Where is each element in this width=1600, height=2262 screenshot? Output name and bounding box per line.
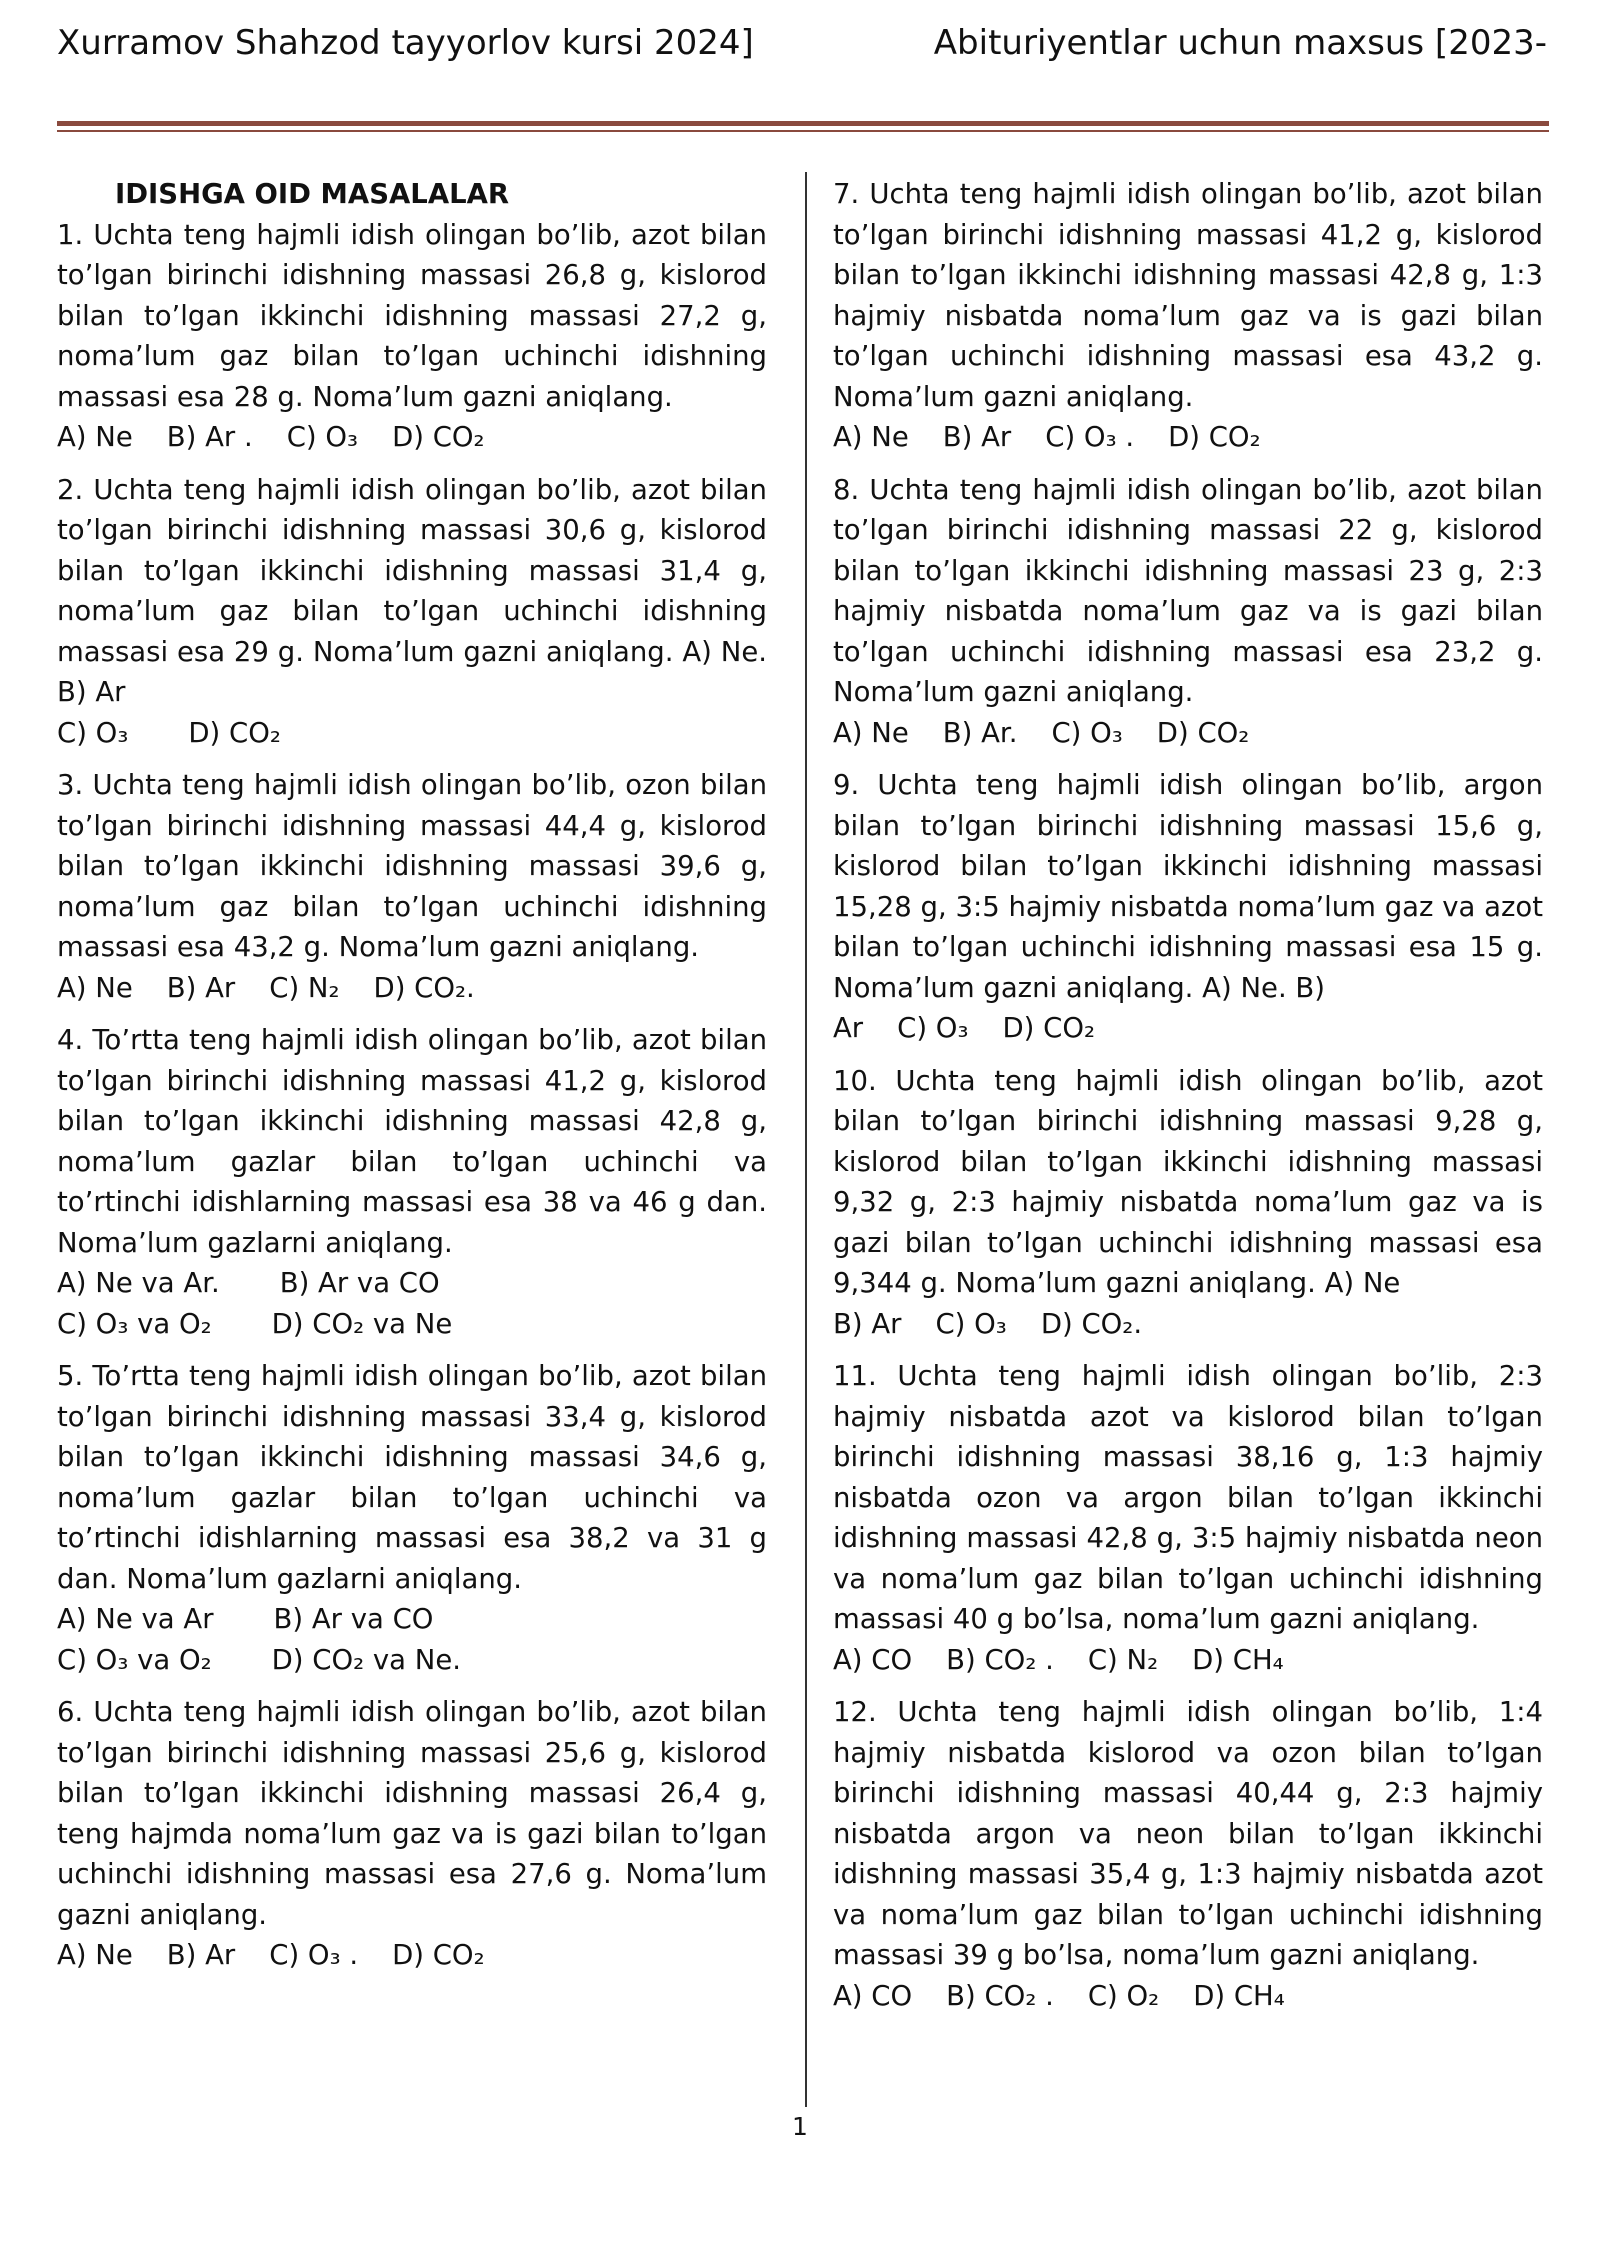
problem-text: 7. Uchta teng hajmli idish olingan bo’lib, azot bilan to’lgan birinchi idishning massasi 41,2 g, kislorod bilan to’lgan ikkinchi idishning massasi 42,8 g, 1:3 hajmiy nisbatda noma’lum gaz va is gazi bilan to’lgan uchinchi idishning massasi esa 43,2 g. Noma’lum gazni aniqlang. [833,178,1543,413]
problem-8 [833,470,1543,754]
problem-1 [57,215,767,458]
answer-option: C) O₃ va O₂ [57,1643,212,1676]
answer-option: A) Ne [833,421,909,453]
problem-7 [833,174,1543,458]
answer-options [833,1008,1543,1049]
answer-option: B) Ar va CO [279,1267,440,1299]
left-column [57,174,767,1988]
page-number: 1 [792,2112,808,2141]
problem-3 [57,765,767,1008]
header-rule-thin [57,130,1549,132]
answer-options [57,1935,767,1976]
answer-option: C) O₃ . [1045,421,1135,453]
problem-text: 5. To’rtta teng hajmli idish olingan bo’lib, azot bilan to’lgan birinchi idishning massasi 33,4 g, kislorod bilan to’lgan ikkinchi idishning massasi 34,6 g, noma’lum gazlar bilan to’lgan uchinchi va to’rtinchi idishlarning massasi esa 38,2 va 31 g dan. Noma’lum gazlarni aniqlang. [57,1360,767,1595]
answer-option: C) O₃ . [269,1939,359,1971]
answer-option: B) Ar va CO [273,1603,434,1635]
answer-option: D) CH₄ [1192,1643,1284,1676]
problem-text: 11. Uchta teng hajmli idish olingan bo’lib, 2:3 hajmiy nisbatda azot va kislorod bilan to’lgan birinchi idishning massasi 38,16 g, 1:3 hajmiy nisbatda ozon va argon bilan to’lgan ikkinchi idishning massasi 42,8 g, 3:5 hajmiy nisbatda neon va noma’lum gaz bilan to’lgan uchinchi idishning massasi 40 g bo’lsa, noma’lum gazni aniqlang. [833,1360,1543,1635]
problem-text: 4. To’rtta teng hajmli idish olingan bo’lib, azot bilan to’lgan birinchi idishning massasi 41,2 g, kislorod bilan to’lgan ikkinchi idishning massasi 42,8 g, noma’lum gazlar bilan to’lgan uchinchi va to’rtinchi idishlarning massasi esa 38 va 46 g dan. Noma’lum gazlarni aniqlang. [57,1024,767,1259]
answer-option: D) CO₂ [1168,421,1261,453]
problem-text: 6. Uchta teng hajmli idish olingan bo’lib, azot bilan to’lgan birinchi idishning massasi 25,6 g, kislorod bilan to’lgan ikkinchi idishning massasi 26,4 g, teng hajmda noma’lum gaz va is gazi bilan to’lgan uchinchi idishning massasi esa 27,6 g. Noma’lum gazni aniqlang. [57,1696,767,1931]
answer-options [57,1304,767,1345]
answer-option: Ar [833,1012,864,1044]
answer-option: A) Ne [57,421,133,453]
answer-option: B) Ar [942,421,1012,453]
answer-option: C) O₃ [935,1307,1007,1340]
problem-text: 1. Uchta teng hajmli idish olingan bo’lib, azot bilan to’lgan birinchi idishning massasi 26,8 g, kislorod bilan to’lgan ikkinchi idishning massasi 27,2 g, noma’lum gaz bilan to’lgan uchinchi idishning massasi esa 28 g. Noma’lum gazni aniqlang. [57,218,767,413]
answer-option: B) CO₂ . [946,1643,1054,1676]
answer-option: C) O₃ va O₂ [57,1307,212,1340]
problem-text: 9. Uchta teng hajmli idish olingan bo’lib, argon bilan to’lgan birinchi idishning massasi 15,6 g, kislorod bilan to’lgan ikkinchi idishning massasi 15,28 g, 3:5 hajmiy nisbatda noma’lum gaz va azot bilan to’lgan uchinchi idishning massasi esa 15 g. Noma’lum gazni aniqlang. A) Ne. B) [833,769,1543,1004]
problem-10 [833,1061,1543,1345]
problem-9 [833,765,1543,1049]
problem-text: 3. Uchta teng hajmli idish olingan bo’lib, ozon bilan to’lgan birinchi idishning massasi 44,4 g, kislorod bilan to’lgan ikkinchi idishning massasi 39,6 g, noma’lum gaz bilan to’lgan uchinchi idishning massasi esa 43,2 g. Noma’lum gazni aniqlang. [57,769,767,963]
answer-option: D) CO₂ [1002,1012,1095,1044]
answer-option: D) CO₂ [392,421,485,453]
answer-option: C) O₃ [286,421,359,453]
answer-option: D) CO₂ [392,1939,485,1971]
problem-5 [57,1356,767,1680]
answer-option: B) Ar. [942,716,1018,749]
answer-option: A) CO [833,1979,913,2012]
answer-options [833,1304,1543,1345]
answer-option: C) O₂ [1087,1979,1160,2012]
answer-option: D) CH₄ [1193,1979,1285,2012]
header-rule-thick [57,121,1549,126]
answer-option: A) Ne va Ar [57,1603,214,1635]
answer-option: A) Ne va Ar. [57,1267,220,1299]
answer-option: A) CO [833,1643,913,1676]
section-title: IDISHGA OID MASALALAR [115,178,510,210]
answer-options [833,1976,1543,2017]
answer-option: D) CO₂. [1040,1307,1143,1340]
column-divider [805,172,807,2107]
answer-option: C) O₃ [897,1012,969,1044]
answer-option: B) CO₂ . [946,1979,1054,2012]
answer-option: B) Ar [833,1307,902,1340]
page-header [57,18,1547,113]
answer-option: D) CO₂ [1156,716,1250,749]
problem-11 [833,1356,1543,1680]
header-left-text: Xurramov Shahzod tayyorlov kursi 2024] [57,23,754,63]
answer-options [57,1599,767,1640]
problem-12 [833,1692,1543,2016]
answer-option: C) N₂ [1087,1643,1159,1676]
answer-options [833,417,1543,458]
answer-option: D) CO₂ va Ne [271,1307,453,1340]
header-right-text: Abituriyentlar uchun maxsus [2023- [933,23,1547,63]
problem-text: 8. Uchta teng hajmli idish olingan bo’lib, azot bilan to’lgan birinchi idishning massasi 22 g, kislorod bilan to’lgan ikkinchi idishning massasi 23 g, 2:3 hajmiy nisbatda noma’lum gaz va is gazi bilan to’lgan uchinchi idishning massasi esa 23,2 g. Noma’lum gazni aniqlang. [833,473,1543,708]
answer-option: A) Ne [57,1939,133,1971]
answer-option: C) O₃ [1051,716,1123,749]
answer-option: B) Ar [166,1939,236,1971]
problem-text: 10. Uchta teng hajmli idish olingan bo’lib, azot bilan to’lgan birinchi idishning massasi 9,28 g, kislorod bilan to’lgan ikkinchi idishning massasi 9,32 g, 2:3 hajmiy nisbatda noma’lum gaz va is gazi bilan to’lgan uchinchi idishning massasi esa 9,344 g. Noma’lum gazni aniqlang. A) Ne [833,1064,1543,1299]
answer-options [833,713,1543,754]
answer-options [833,1640,1543,1681]
problem-2 [57,470,767,754]
answer-option: A) Ne [833,716,909,749]
answer-option: C) O₃ [57,716,129,749]
answer-option: B) Ar . [166,421,253,453]
answer-option: C) N₂ [269,971,340,1004]
answer-options [57,1640,767,1681]
answer-option: B) Ar [166,971,236,1004]
answer-options [57,417,767,458]
right-column [833,174,1543,2028]
answer-options [57,968,767,1009]
problem-text: 2. Uchta teng hajmli idish olingan bo’lib, azot bilan to’lgan birinchi idishning massasi 30,6 g, kislorod bilan to’lgan ikkinchi idishning massasi 31,4 g, noma’lum gaz bilan to’lgan uchinchi idishning massasi esa 29 g. Noma’lum gazni aniqlang. A) Ne. B) Ar [57,473,767,708]
problem-text: 12. Uchta teng hajmli idish olingan bo’lib, 1:4 hajmiy nisbatda kislorod va ozon bilan to’lgan birinchi idishning massasi 40,44 g, 2:3 hajmiy nisbatda argon va neon bilan to’lgan ikkinchi idishning massasi 35,4 g, 1:3 hajmiy nisbatda azot va noma’lum gaz bilan to’lgan uchinchi idishning massasi 39 g bo’lsa, noma’lum gazni aniqlang. [833,1696,1543,1971]
answer-option: D) CO₂ va Ne. [271,1643,461,1676]
answer-option: D) CO₂ [188,716,281,749]
problem-6 [57,1692,767,1976]
answer-options [57,713,767,754]
answer-option: A) Ne [57,971,133,1004]
answer-options [57,1263,767,1304]
problem-4 [57,1020,767,1344]
answer-option: D) CO₂. [373,971,475,1004]
